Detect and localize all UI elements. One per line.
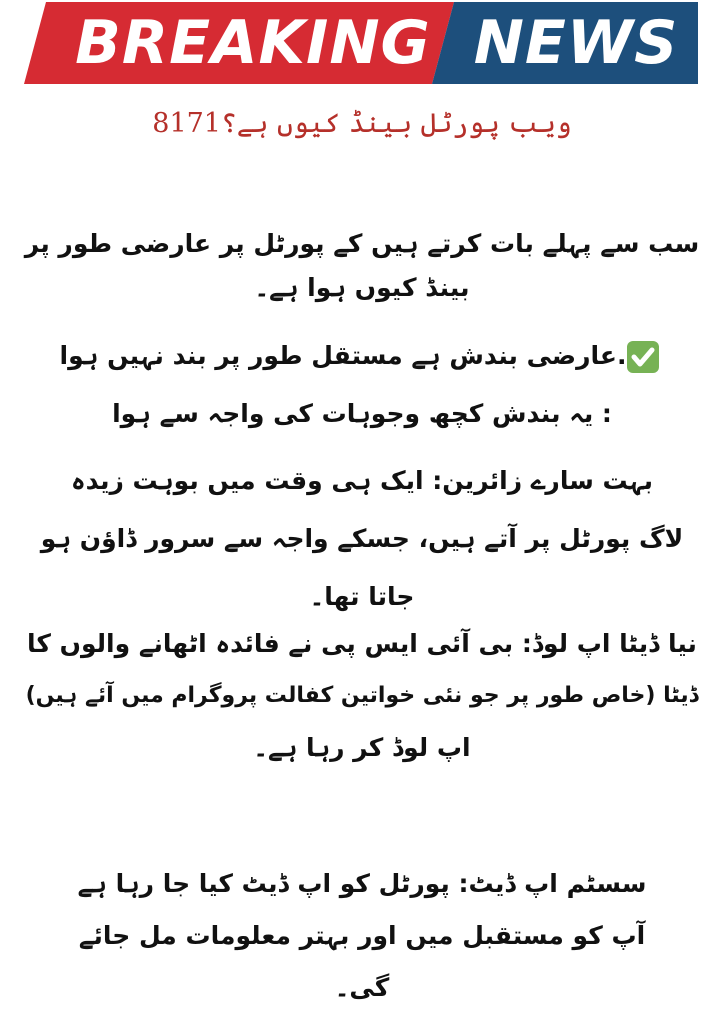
system-update-paragraph [22, 858, 702, 1014]
visitors-line-2: لاگ پورٹل پر آتے ہیں، جسکے واجہ سے سرور ڈاؤن ہو [40, 524, 684, 553]
visitors-line-1: بہت سارے زائرین: ایک ہی وقت میں بوہت زیدہ [70, 466, 654, 495]
data-upload-paragraph [22, 618, 702, 774]
data-upload-line-1: نیا ڈیٹا اپ لوڈ: بی آئی ایس پی نے فائدہ اٹھانے والوں کا [27, 629, 697, 658]
banner-word-breaking: BREAKING [75, 8, 431, 78]
system-update-line-2: آپ کو مستقبل میں اور بہتر معلومات مل جائے [78, 921, 646, 950]
system-update-line-1: سسٹم اپ ڈیٹ: پورٹل کو اپ ڈیٹ کیا جا رہا ہے [77, 869, 647, 898]
reasons-intro-paragraph [22, 392, 702, 436]
visitors-line-3: جاتا تھا۔ [309, 582, 415, 611]
temporary-closure-paragraph [22, 334, 702, 378]
breaking-news-banner [24, 2, 698, 84]
intro-line-2: بینڈ کیوں ہوا ہے۔ [254, 273, 470, 302]
system-update-line-3: گی۔ [334, 973, 390, 1002]
article-subtitle: ویب پورٹل بینڈ کیوں ہے؟8171 [152, 108, 572, 139]
intro-line-1: سب سے پہلے بات کرتے ہیں کے پورٹل پر عارضی طور پر [24, 229, 700, 258]
temporary-closure-line [22, 334, 702, 378]
visitors-paragraph [22, 452, 702, 626]
data-upload-line-3: اپ لوڈ کر رہا ہے۔ [253, 733, 471, 762]
data-upload-line-2: ڈیٹا (خاص طور پر جو نئی خواتین کفالت پروگرام میں آئے ہیں) [25, 683, 699, 708]
banner-word-news: NEWS [473, 8, 679, 78]
temporary-closure-text: .عارضی بندش ہے مستقل طور پر بند نہیں ہوا [59, 341, 627, 370]
reasons-intro-line: : یہ بندش کچھ وجوہات کی واجہ سے ہوا [112, 399, 612, 428]
check-mark-icon [626, 340, 660, 374]
intro-paragraph [22, 222, 702, 310]
